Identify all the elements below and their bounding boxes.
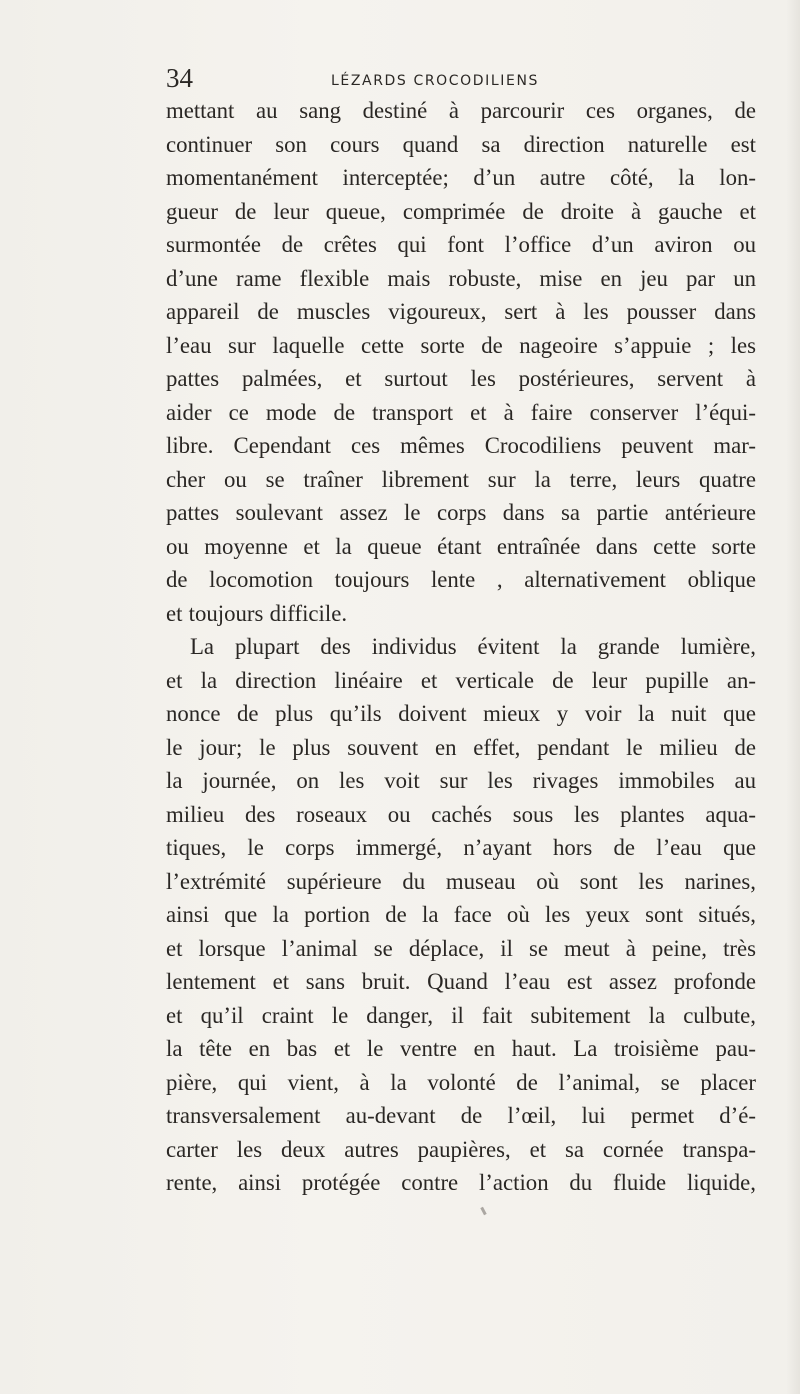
text-line: et qu’il craint le danger, il fait subitement la culbute,	[166, 1002, 756, 1028]
text-line: gueur de leur queue, comprimée de droite à gauche et	[166, 198, 756, 224]
text-line: nonce de plus qu’ils doivent mieux y voir la nuit que	[166, 701, 756, 726]
text-line: et lorsque l’animal se déplace, il se meut à peine, très	[166, 935, 756, 961]
paragraph-start-line: La plupart des individus évitent la grande lumière,	[190, 634, 756, 659]
page-edge-shadow	[786, 0, 800, 1394]
text-line: rente, ainsi protégée contre l’action du fluide liquide,	[166, 1170, 756, 1195]
text-line: cher ou se traîner librement sur la terre, leurs quatre	[166, 466, 756, 492]
text-line: tiques, le corps immergé, n’ayant hors de l’eau que	[166, 835, 756, 860]
text-line: mettant au sang destiné à parcourir ces organes, de	[166, 98, 756, 123]
text-line: pattes palmées, et surtout les postérieures, servent à	[166, 366, 756, 391]
text-line: aider ce mode de transport et à faire conserver l’équi-	[166, 399, 756, 425]
text-line: la journée, on les voit sur les rivages immobiles au	[166, 768, 756, 793]
page-header	[166, 62, 756, 98]
text-line: transversalement au-devant de l’œil, lui permet d’é-	[166, 1103, 756, 1128]
text-line: le jour; le plus souvent en effet, pendant le milieu de	[166, 734, 756, 760]
text-line: continuer son cours quand sa direction naturelle est	[166, 131, 756, 157]
text-line: ou moyenne et la queue étant entraînée dans cette sorte	[166, 533, 756, 559]
page-number: 34	[166, 63, 193, 93]
text-line: surmontée de crêtes qui font l’office d’un aviron ou	[166, 232, 756, 257]
text-line: pière, qui vient, à la volonté de l’animal, se placer	[166, 1069, 756, 1095]
text-line: carter les deux autres paupières, et sa cornée transpa-	[166, 1136, 756, 1162]
text-line: et la direction linéaire et verticale de leur pupille an-	[166, 667, 756, 693]
paragraph-end-line: et toujours difficile.	[166, 600, 348, 626]
text-line: lentement et sans bruit. Quand l’eau est assez profonde	[166, 969, 756, 994]
text-line: pattes soulevant assez le corps dans sa partie antérieure	[166, 500, 756, 525]
text-line: momentanément interceptée; d’un autre côté, la lon-	[166, 165, 756, 190]
text-line: l’extrémité supérieure du museau où sont les narines,	[166, 868, 756, 894]
paper-speck	[480, 1207, 486, 1215]
body-text	[166, 94, 756, 1200]
text-line: ainsi que la portion de la face où les yeux sont situés,	[166, 902, 756, 927]
text-line: libre. Cependant ces mêmes Crocodiliens peuvent mar-	[166, 433, 756, 458]
running-head: LÉZARDS CROCODILIENS	[331, 73, 540, 89]
text-line: milieu des roseaux ou cachés sous les plantes aqua-	[166, 801, 756, 827]
text-line: de locomotion toujours lente , alternativement oblique	[166, 567, 756, 592]
text-line: l’eau sur laquelle cette sorte de nageoire s’appuie ; les	[166, 332, 756, 358]
text-line: appareil de muscles vigoureux, sert à les pousser dans	[166, 299, 756, 324]
text-line: la tête en bas et le ventre en haut. La troisième pau-	[166, 1036, 756, 1061]
text-line: d’une rame flexible mais robuste, mise en jeu par un	[166, 265, 756, 291]
